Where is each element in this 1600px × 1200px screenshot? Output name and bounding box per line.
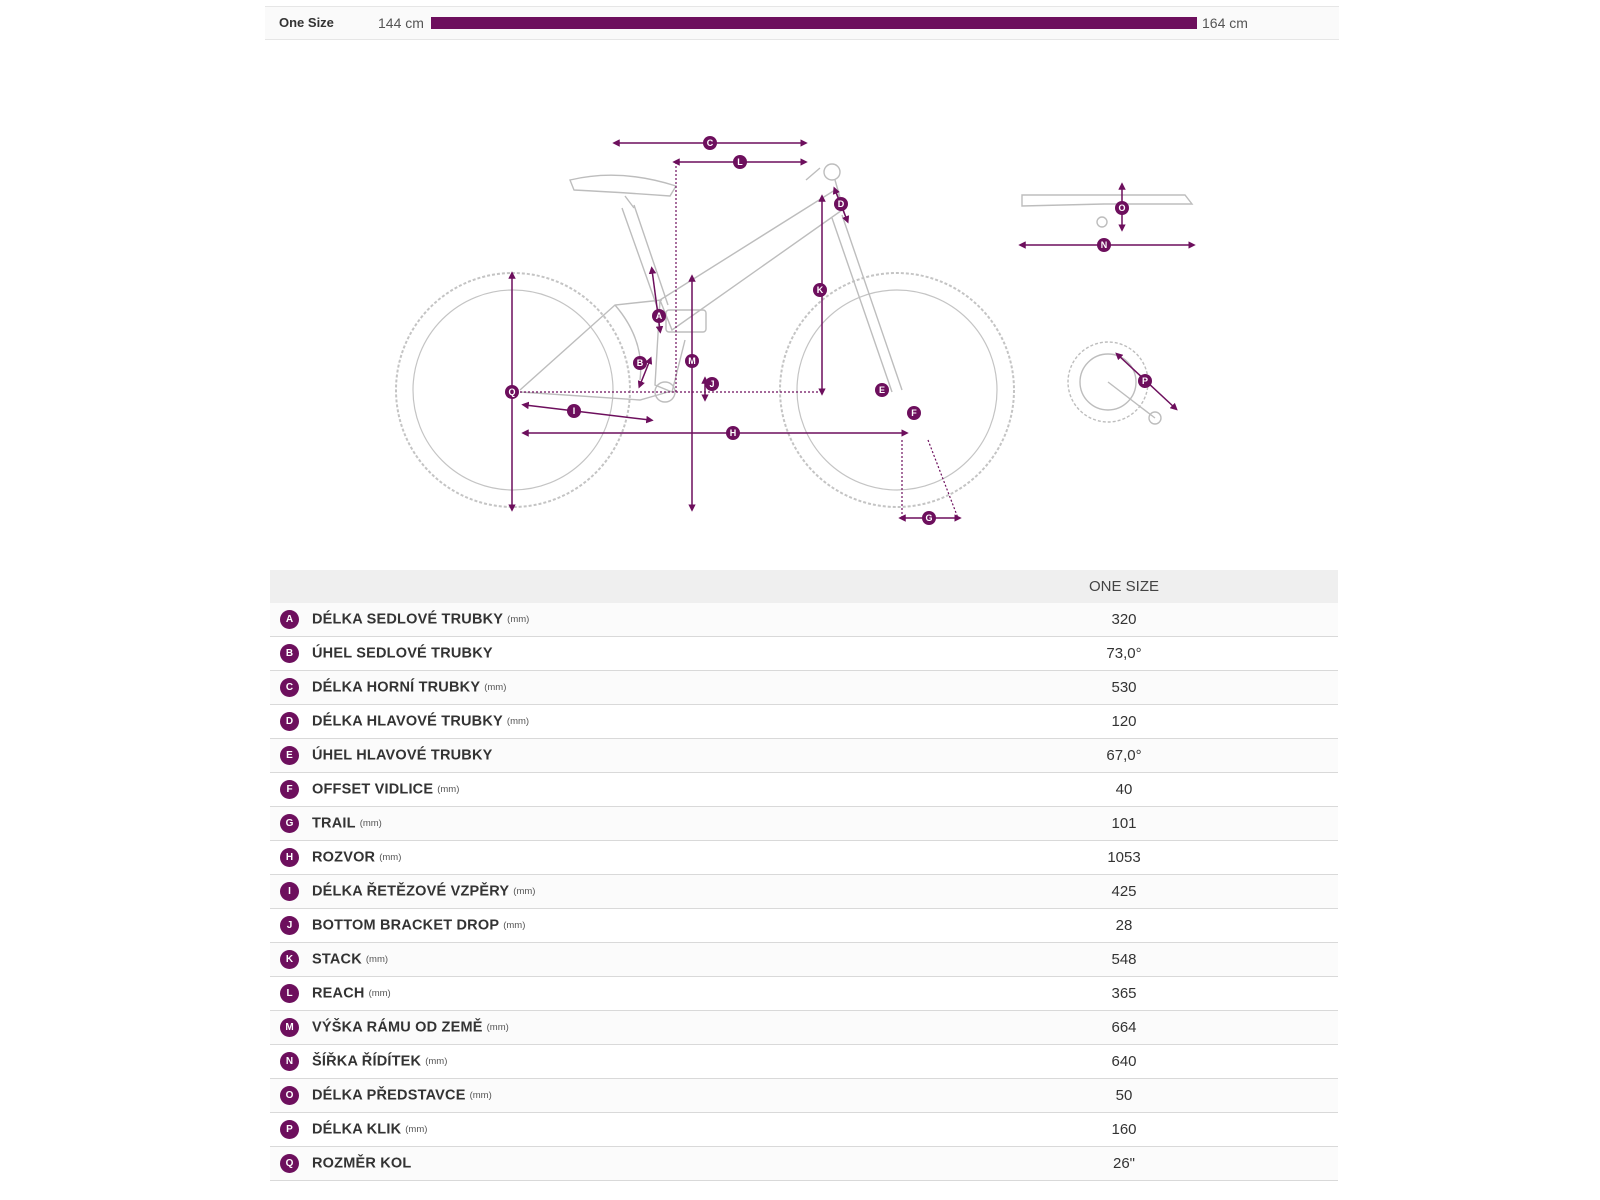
letter-badge: P — [280, 1120, 299, 1139]
measurement-value: 1053 — [910, 841, 1338, 875]
bike-geometry-diagram — [0, 0, 1600, 560]
table-row — [270, 977, 1338, 1011]
letter-badge: J — [280, 916, 299, 935]
table-body — [270, 603, 1338, 1181]
measurement-name: DÉLKA KLIK — [312, 1121, 402, 1138]
measurement-value: 120 — [910, 705, 1338, 739]
letter-badge: C — [280, 678, 299, 697]
letter-badge: Q — [280, 1154, 299, 1173]
svg-text:J: J — [709, 379, 715, 389]
measurement-name: DÉLKA HORNÍ TRUBKY — [312, 679, 481, 696]
svg-text:H: H — [729, 428, 737, 438]
letter-badge: O — [280, 1086, 299, 1105]
row-label-cell — [270, 705, 910, 739]
measurement-value: 548 — [910, 943, 1338, 977]
table-row — [270, 1147, 1338, 1181]
measurement-unit: (mm) — [469, 1090, 492, 1101]
svg-text:I: I — [572, 406, 576, 416]
measurement-unit: (mm) — [405, 1124, 428, 1135]
row-label-cell — [270, 739, 910, 773]
row-label-cell — [270, 807, 910, 841]
measurement-unit: (mm) — [379, 852, 402, 863]
table-row — [270, 637, 1338, 671]
svg-text:E: E — [878, 385, 886, 395]
letter-badge: E — [280, 746, 299, 765]
row-label-cell — [270, 977, 910, 1011]
row-label-cell — [270, 1045, 910, 1079]
measurement-unit: (mm) — [365, 954, 389, 965]
svg-text:L: L — [737, 157, 743, 167]
size-label: One Size — [279, 15, 334, 30]
badge-L — [733, 155, 747, 169]
badge-J — [705, 377, 719, 391]
measurement-value: 50 — [910, 1079, 1338, 1113]
table-row — [270, 773, 1338, 807]
measurement-unit: (mm) — [513, 886, 536, 897]
badge-I — [567, 404, 581, 418]
measurement-value: 40 — [910, 773, 1338, 807]
measurement-unit: (mm) — [503, 920, 526, 931]
letter-badge: K — [280, 950, 299, 969]
letter-badge: H — [280, 848, 299, 867]
letter-badge: D — [280, 712, 299, 731]
front-wheel — [780, 273, 1014, 507]
geometry-table — [270, 570, 1338, 1181]
row-label-cell — [270, 1011, 910, 1045]
badge-Q — [505, 385, 519, 399]
row-label-cell — [270, 841, 910, 875]
row-label-cell — [270, 671, 910, 705]
badge-O — [1115, 201, 1129, 215]
badge-M — [685, 354, 699, 368]
letter-badge: M — [280, 1018, 299, 1037]
measurement-name: DÉLKA SEDLOVÉ TRUBKY — [312, 611, 504, 628]
badge-H — [726, 426, 740, 440]
measurement-name: ROZVOR — [312, 849, 376, 866]
measurement-value: 160 — [910, 1113, 1338, 1147]
table-row — [270, 603, 1338, 637]
table-row — [270, 807, 1338, 841]
table-row — [270, 739, 1338, 773]
table-header-row — [270, 570, 1338, 603]
svg-text:O: O — [1118, 203, 1126, 213]
measurement-value: 640 — [910, 1045, 1338, 1079]
table-row — [270, 1045, 1338, 1079]
measurement-unit: (mm) — [507, 614, 530, 625]
row-label-cell — [270, 637, 910, 671]
size-max-height: 164 cm — [1202, 15, 1248, 31]
table-row — [270, 909, 1338, 943]
badge-C — [703, 136, 717, 150]
letter-badge: F — [280, 780, 299, 799]
badge-D — [834, 197, 848, 211]
badge-F — [907, 406, 921, 420]
svg-text:K: K — [816, 285, 824, 295]
measurement-unit: (mm) — [486, 1022, 509, 1033]
measurement-name: VÝŠKA RÁMU OD ZEMĚ — [312, 1019, 483, 1036]
table-row — [270, 943, 1338, 977]
table-row — [270, 671, 1338, 705]
measurement-unit: (mm) — [506, 716, 530, 727]
measurement-name: REACH — [312, 985, 365, 1002]
measurement-unit: (mm) — [425, 1056, 448, 1067]
row-label-cell — [270, 1113, 910, 1147]
table-row — [270, 705, 1338, 739]
reference-lines — [520, 162, 958, 518]
row-label-cell — [270, 909, 910, 943]
measurement-value: 425 — [910, 875, 1338, 909]
svg-text:Q: Q — [508, 387, 516, 397]
svg-text:D: D — [837, 199, 845, 209]
svg-text:C: C — [706, 138, 714, 148]
letter-badge: G — [280, 814, 299, 833]
measurement-value: 320 — [910, 603, 1338, 637]
measurement-name: ÚHEL SEDLOVÉ TRUBKY — [312, 645, 493, 662]
table-row — [270, 1079, 1338, 1113]
measurement-name: ÚHEL HLAVOVÉ TRUBKY — [312, 747, 493, 764]
row-label-cell — [270, 603, 910, 637]
svg-text:N: N — [1100, 240, 1108, 250]
badge-B — [633, 356, 647, 370]
measurement-name: DÉLKA HLAVOVÉ TRUBKY — [312, 713, 503, 730]
letter-badge: N — [280, 1052, 299, 1071]
table-row — [270, 841, 1338, 875]
svg-text:B: B — [636, 358, 644, 368]
badge-N — [1097, 238, 1111, 252]
letter-badge: A — [280, 610, 299, 629]
measurement-unit: (mm) — [359, 818, 382, 829]
letter-badge: B — [280, 644, 299, 663]
size-min-height: 144 cm — [378, 15, 424, 31]
label-column-header — [270, 570, 910, 603]
handlebar-view — [1022, 195, 1192, 227]
svg-text:G: G — [925, 513, 933, 523]
measurement-value: 530 — [910, 671, 1338, 705]
size-column-header: ONE SIZE — [910, 570, 1338, 603]
measurement-value: 28 — [910, 909, 1338, 943]
letter-badge: L — [280, 984, 299, 1003]
measurement-name: DÉLKA PŘEDSTAVCE — [312, 1087, 466, 1104]
measurement-name: BOTTOM BRACKET DROP — [312, 917, 500, 934]
row-label-cell — [270, 1147, 910, 1181]
letter-badge: I — [280, 882, 299, 901]
svg-text:A: A — [655, 311, 663, 321]
measurement-name: STACK — [312, 951, 362, 968]
measurement-value: 73,0° — [910, 637, 1338, 671]
measurement-value: 101 — [910, 807, 1338, 841]
measurement-name: OFFSET VIDLICE — [312, 781, 434, 798]
svg-text:P: P — [1141, 376, 1149, 386]
table-row — [270, 875, 1338, 909]
table-row — [270, 1113, 1338, 1147]
badge-G — [922, 511, 936, 525]
measurement-name: DÉLKA ŘETĚZOVÉ VZPĚRY — [312, 883, 510, 900]
badge-K — [813, 283, 827, 297]
measurement-name: ŠÍŘKA ŘÍDÍTEK — [312, 1053, 422, 1070]
svg-text:F: F — [911, 408, 917, 418]
measurement-value: 664 — [910, 1011, 1338, 1045]
measurement-value: 365 — [910, 977, 1338, 1011]
svg-text:M: M — [688, 356, 696, 366]
table-row — [270, 1011, 1338, 1045]
measurement-unit: (mm) — [368, 988, 391, 999]
row-label-cell — [270, 875, 910, 909]
row-label-cell — [270, 773, 910, 807]
row-label-cell — [270, 943, 910, 977]
measurement-unit: (mm) — [437, 784, 460, 795]
measurement-value: 67,0° — [910, 739, 1338, 773]
measurement-name: ROZMĚR KOL — [312, 1155, 412, 1172]
badge-A — [652, 309, 666, 323]
measurement-name: TRAIL — [312, 815, 356, 832]
measurement-value: 26" — [910, 1147, 1338, 1181]
badge-E — [875, 383, 889, 397]
badge-P — [1138, 374, 1152, 388]
measurement-unit: (mm) — [484, 682, 507, 693]
row-label-cell — [270, 1079, 910, 1113]
